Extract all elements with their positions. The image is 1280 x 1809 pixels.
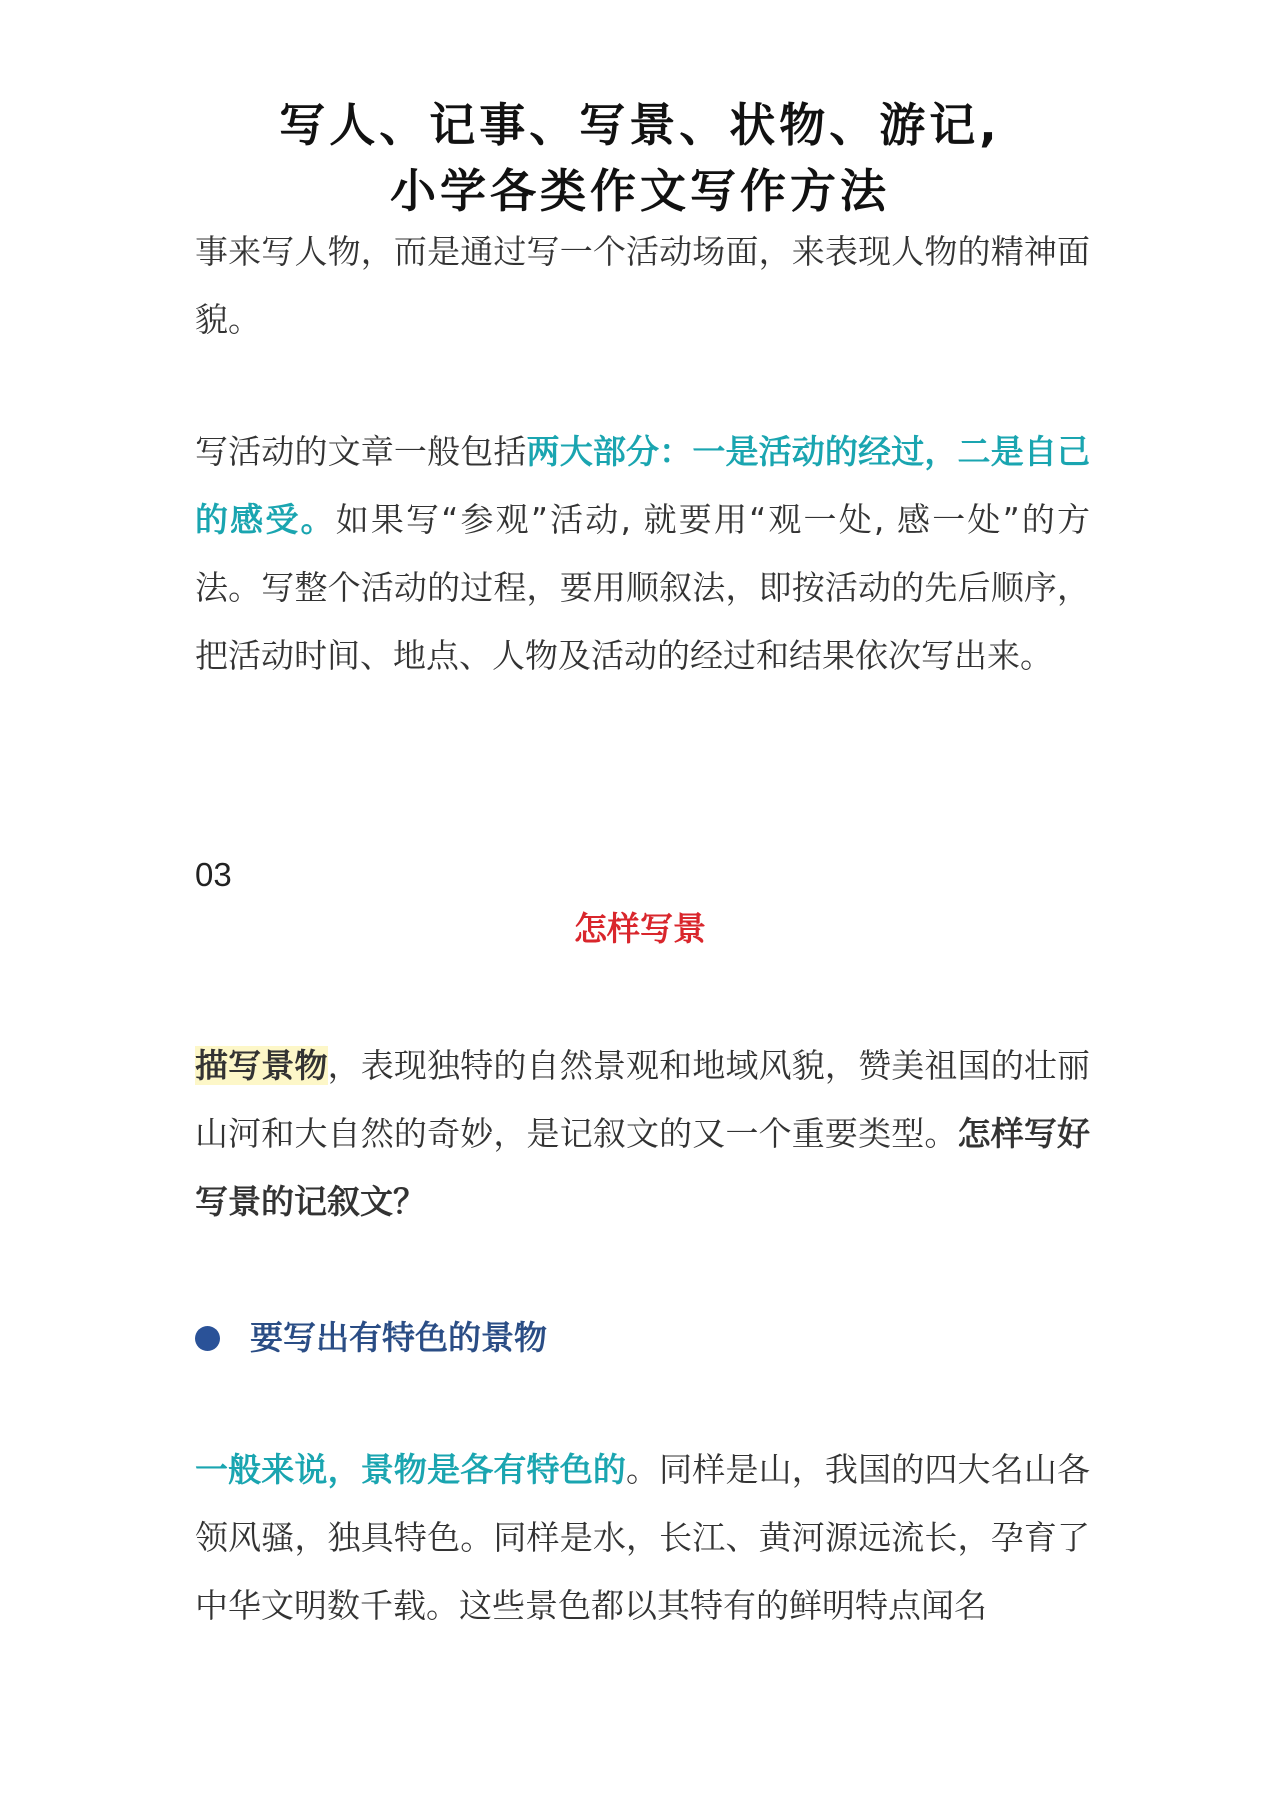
paragraph-4	[195, 1436, 1090, 1640]
paragraph-4-text: 。同样是山，我国的四大名山各领风骚，独具特色。同样是水，长江、黄河源远流长，孕育了中华文明数千载。这些景色都以其特有的鲜明特点闻名	[195, 1450, 1091, 1625]
bullet-heading-text: 要写出有特色的景物	[250, 1318, 547, 1357]
paragraph-3-question: 怎样写好写景的记叙文？	[195, 1114, 1091, 1221]
bullet-heading	[195, 1308, 547, 1368]
paragraph-2	[195, 418, 1090, 690]
bullet-dot-icon	[195, 1326, 220, 1351]
section-number: 03	[195, 856, 232, 893]
paragraph-3-highlight: 描写景物	[195, 1046, 328, 1085]
paragraph-2-lead: 写活动的文章一般包括	[195, 432, 527, 471]
section-title: 怎样写景	[574, 909, 706, 948]
paragraph-3	[195, 1032, 1090, 1236]
article-title	[0, 92, 1280, 224]
paragraph-3-text: ，表现独特的自然景观和地域风貌，赞美祖国的壮丽山河和大自然的奇妙，是记叙文的又一个重要类型。	[195, 1046, 1091, 1153]
paragraph-1-text: 事来写人物，而是通过写一个活动场面，来表现人物的精神面貌。	[195, 232, 1090, 339]
paragraph-4-highlight: 一般来说，景物是各有特色的	[195, 1450, 626, 1489]
paragraph-2-rest: 如果写“参观”活动, 就要用“观一处, 感一处”的方法。写整个活动的过程，要用顺叙法，即按活动的先后顺序，把活动时间、地点、人物及活动的经过和结果依次写出来。	[195, 500, 1091, 675]
article-title-line-1: 写人、记事、写景、状物、游记,	[279, 98, 1001, 152]
article-title-line-2: 小学各类作文写作方法	[390, 164, 890, 218]
paragraph-2-highlight: 两大部分：一是活动的经过，二是自己的感受。	[195, 432, 1091, 539]
paragraph-1	[195, 218, 1090, 354]
